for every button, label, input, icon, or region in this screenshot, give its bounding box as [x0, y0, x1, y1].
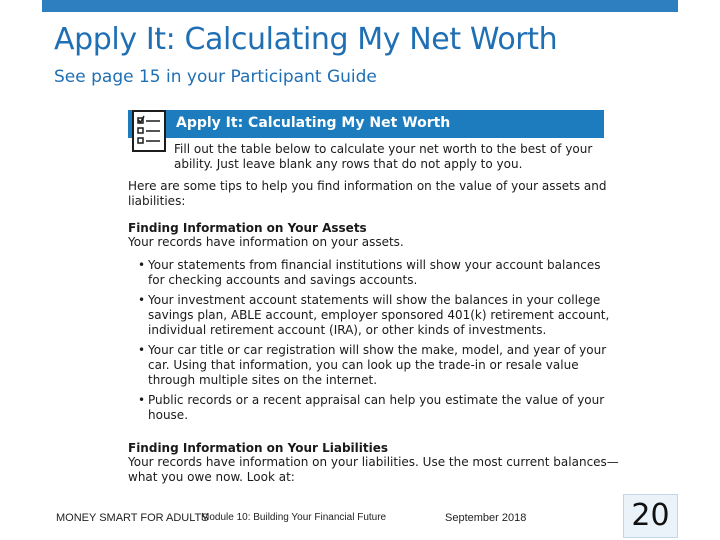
bullet-line: for checking accounts and savings accounts.: [148, 273, 418, 287]
guide-intro-line: ability. Just leave blank any rows that do not apply to you.: [174, 157, 523, 171]
top-accent-bar: [42, 0, 678, 12]
guide-intro: [174, 142, 592, 172]
assets-bullet: [138, 258, 601, 288]
slide-subtitle: See page 15 in your Participant Guide: [54, 67, 377, 87]
liabilities-line: Your records have information on your liabilities. Use the most current balances—: [128, 455, 619, 469]
bullet-line: house.: [148, 408, 189, 422]
guide-tips-line: liabilities:: [128, 194, 186, 208]
guide-header-title: Apply It: Calculating My Net Worth: [176, 115, 451, 131]
guide-tips-line: Here are some tips to help you find information on the value of your assets and: [128, 179, 607, 193]
bullet-line: individual retirement account (IRA), or other kinds of investments.: [148, 323, 547, 337]
bullet-dot-icon: •: [138, 393, 146, 407]
footer-module: Module 10: Building Your Financial Future: [201, 512, 387, 523]
bullet-line: Your statements from financial institutions will show your account balances: [148, 258, 601, 272]
checklist-icon: [132, 110, 166, 152]
liabilities-line: what you owe now. Look at:: [128, 470, 295, 484]
footer-brand: MONEY SMART FOR ADULTS: [56, 512, 209, 524]
bullet-dot-icon: •: [138, 293, 146, 307]
assets-bullet: [138, 293, 609, 338]
assets-subtext: Your records have information on your assets.: [128, 235, 404, 249]
liabilities-heading: Finding Information on Your Liabilities: [128, 441, 389, 455]
assets-bullet: [138, 393, 604, 423]
bullet-line: Public records or a recent appraisal can help you estimate the value of your: [148, 393, 605, 407]
bullet-line: Your investment account statements will show the balances in your college: [148, 293, 601, 307]
bullet-dot-icon: •: [138, 258, 146, 272]
assets-bullet: [138, 343, 606, 388]
bullet-line: through multiple sites on the internet.: [148, 373, 378, 387]
bullet-dot-icon: •: [138, 343, 146, 357]
guide-intro-line: Fill out the table below to calculate your net worth to the best of your: [174, 142, 593, 156]
guide-tips: [128, 179, 606, 209]
assets-heading: Finding Information on Your Assets: [128, 221, 367, 235]
participant-guide-excerpt: [118, 96, 678, 486]
slide-title: Apply It: Calculating My Net Worth: [54, 22, 558, 57]
bullet-line: savings plan, ABLE account, employer sponsored 401(k) retirement account,: [148, 308, 610, 322]
bullet-line: Your car title or car registration will show the make, model, and year of your: [148, 343, 607, 357]
guide-header-bar: [128, 110, 604, 138]
liabilities-subtext: [128, 455, 619, 485]
bullet-line: car. Using that information, you can look up the trade-in or resale value: [148, 358, 579, 372]
footer-date: September 2018: [445, 512, 527, 524]
page-number: 20: [623, 494, 678, 538]
